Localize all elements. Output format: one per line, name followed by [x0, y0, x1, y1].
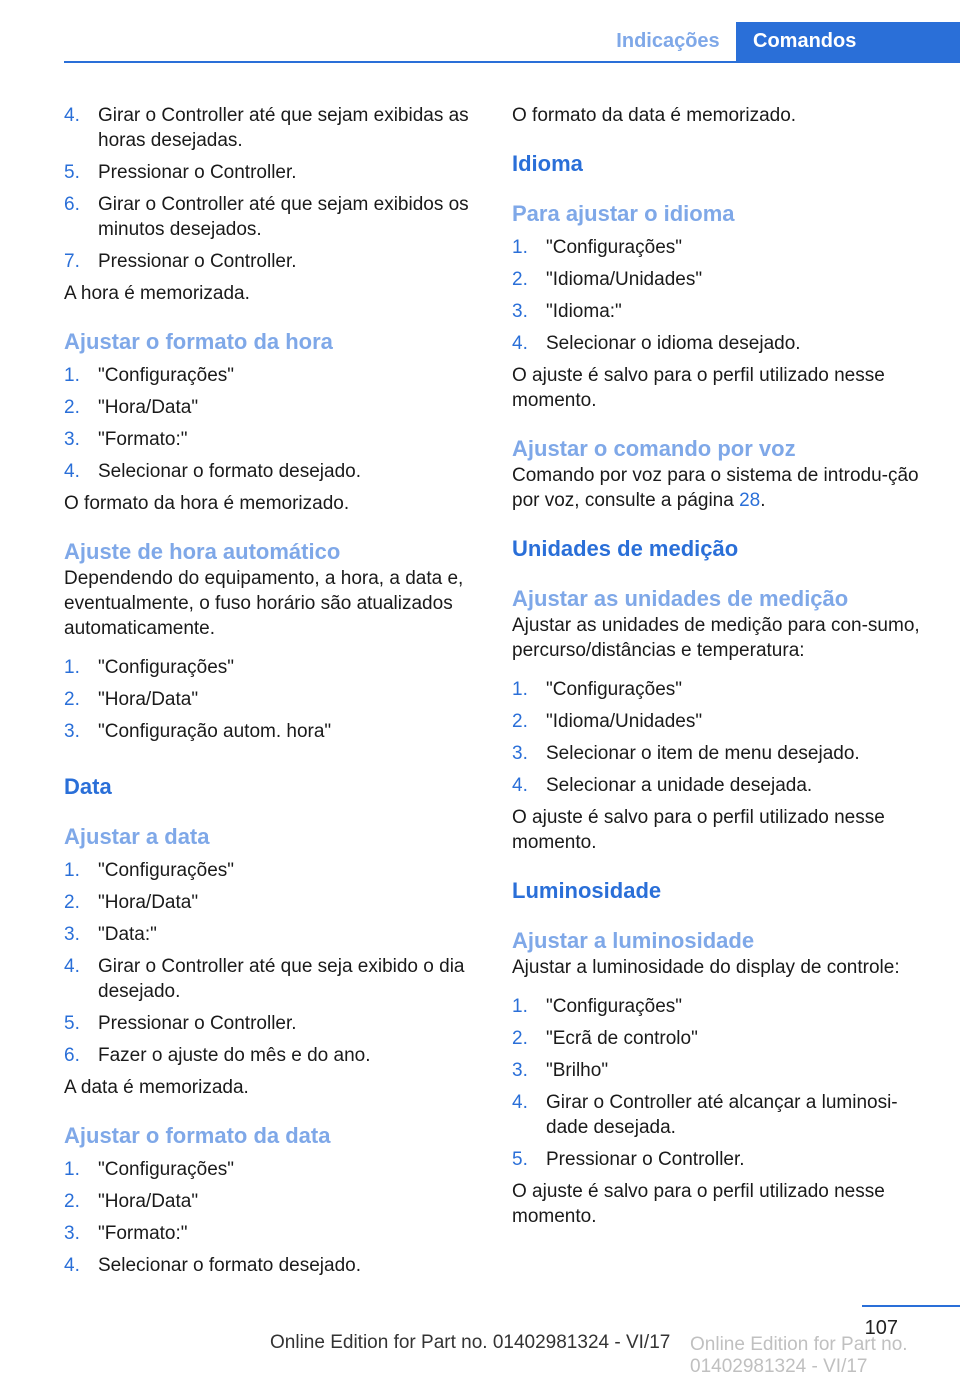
- list-item: 4. Girar o Controller até alcançar a luminosi‐dade desejada.: [512, 1092, 898, 1138]
- right-column: [512, 103, 932, 1229]
- list-item: 3. "Formato:": [64, 1223, 188, 1244]
- subheading-ajustar-data: Ajustar a data: [64, 824, 210, 849]
- paragraph: O ajuste é salvo para o perfil utilizado nesse momento.: [512, 1181, 885, 1227]
- list-item: 4. Selecionar a unidade desejada.: [512, 775, 813, 796]
- list-item: 2. "Hora/Data": [64, 689, 199, 710]
- list-item: 3. "Brilho": [512, 1060, 609, 1081]
- paragraph: Ajustar a luminosidade do display de controle:: [512, 957, 900, 978]
- paragraph: O ajuste é salvo para o perfil utilizado nesse momento.: [512, 807, 885, 853]
- list-item: 1. "Configurações": [64, 657, 235, 678]
- list-item: 1. "Configurações": [512, 996, 683, 1017]
- subheading-hora-automatica: Ajuste de hora automático: [64, 539, 341, 564]
- steps-idioma: [512, 235, 932, 356]
- left-column: [64, 103, 484, 1285]
- paragraph: O ajuste é salvo para o perfil utilizado nesse momento.: [512, 365, 885, 411]
- list-item: 4. Girar o Controller até que seja exibido o dia desejado.: [64, 956, 465, 1002]
- paragraph: A hora é memorizada.: [64, 283, 250, 304]
- steps-hora-cont: [64, 103, 484, 274]
- watermark: Online Edition for Part no. 01402981324 - VI/17: [690, 1334, 908, 1377]
- steps-luminosidade: [512, 994, 932, 1172]
- list-item: 4. Girar o Controller até que sejam exibidas as horas desejadas.: [64, 105, 469, 151]
- subheading-formato-hora: Ajustar o formato da hora: [64, 329, 333, 354]
- subheading-comando-voz: Ajustar o comando por voz: [512, 436, 796, 461]
- edition-text: Online Edition for Part no. 01402981324 - VI/17: [270, 1332, 671, 1353]
- heading-luminosidade: Luminosidade: [512, 878, 662, 903]
- list-item: 6. Girar o Controller até que sejam exibidos os minutos desejados.: [64, 194, 469, 240]
- steps-hora-auto: [64, 655, 484, 744]
- tab-comandos[interactable]: Comandos: [736, 22, 960, 61]
- heading-idioma: Idioma: [512, 151, 583, 176]
- list-item: 2. "Ecrã de controlo": [512, 1028, 698, 1049]
- paragraph: O formato da data é memorizado.: [512, 105, 797, 126]
- page-number: 107: [864, 1317, 898, 1339]
- list-item: 2. "Idioma/Unidades": [512, 269, 703, 290]
- subheading-ajustar-unidades: Ajustar as unidades de medição: [512, 586, 849, 611]
- paragraph: Dependendo do equipamento, a hora, a data e, eventualmente, o fuso horário são atualizados automaticamente.: [64, 568, 464, 639]
- list-item: 2. "Hora/Data": [64, 397, 199, 418]
- list-item: 6. Fazer o ajuste do mês e do ano.: [64, 1045, 371, 1066]
- list-item: 4. Selecionar o idioma desejado.: [512, 333, 801, 354]
- subheading-formato-data: Ajustar o formato da data: [64, 1123, 331, 1148]
- list-item: 2. "Hora/Data": [64, 1191, 199, 1212]
- list-item: 7. Pressionar o Controller.: [64, 251, 297, 272]
- steps-data: [64, 858, 484, 1068]
- heading-data: Data: [64, 774, 112, 799]
- list-item: 3. "Formato:": [64, 429, 188, 450]
- steps-formato-data: [64, 1157, 484, 1278]
- paragraph: A data é memorizada.: [64, 1077, 249, 1098]
- page-link[interactable]: 28: [739, 490, 761, 511]
- list-item: 1. "Configurações": [64, 365, 235, 386]
- list-item: 4. Selecionar o formato desejado.: [64, 461, 361, 482]
- list-item: 2. "Idioma/Unidades": [512, 711, 703, 732]
- list-item: 1. "Configurações": [512, 679, 683, 700]
- list-item: 1. "Configurações": [512, 237, 683, 258]
- list-item: 1. "Configurações": [64, 1159, 235, 1180]
- list-item: 5. Pressionar o Controller.: [64, 162, 297, 183]
- list-item: 2. "Hora/Data": [64, 892, 199, 913]
- steps-formato-hora: [64, 363, 484, 484]
- list-item: 3. "Idioma:": [512, 301, 622, 322]
- list-item: 3. "Configuração autom. hora": [64, 721, 332, 742]
- steps-unidades: [512, 677, 932, 798]
- list-item: 3. "Data:": [64, 924, 157, 945]
- paragraph: Ajustar as unidades de medição para con‐sumo, percurso/distâncias e temperatura:: [512, 615, 920, 661]
- list-item: 3. Selecionar o item de menu desejado.: [512, 743, 860, 764]
- footer-rule: [862, 1305, 960, 1307]
- tab-indicacoes[interactable]: Indicações: [616, 30, 720, 52]
- header-rule: [64, 61, 960, 63]
- paragraph-comando-voz: Comando por voz para o sistema de introdu‐ção por voz, consulte a página 28.: [512, 465, 919, 511]
- heading-unidades: Unidades de medição: [512, 536, 739, 561]
- list-item: 5. Pressionar o Controller.: [512, 1149, 745, 1170]
- list-item: 4. Selecionar o formato desejado.: [64, 1255, 361, 1276]
- list-item: 5. Pressionar o Controller.: [64, 1013, 297, 1034]
- list-item: 1. "Configurações": [64, 860, 235, 881]
- subheading-ajustar-idioma: Para ajustar o idioma: [512, 201, 735, 226]
- subheading-ajustar-luminosidade: Ajustar a luminosidade: [512, 928, 755, 953]
- paragraph: O formato da hora é memorizado.: [64, 493, 350, 514]
